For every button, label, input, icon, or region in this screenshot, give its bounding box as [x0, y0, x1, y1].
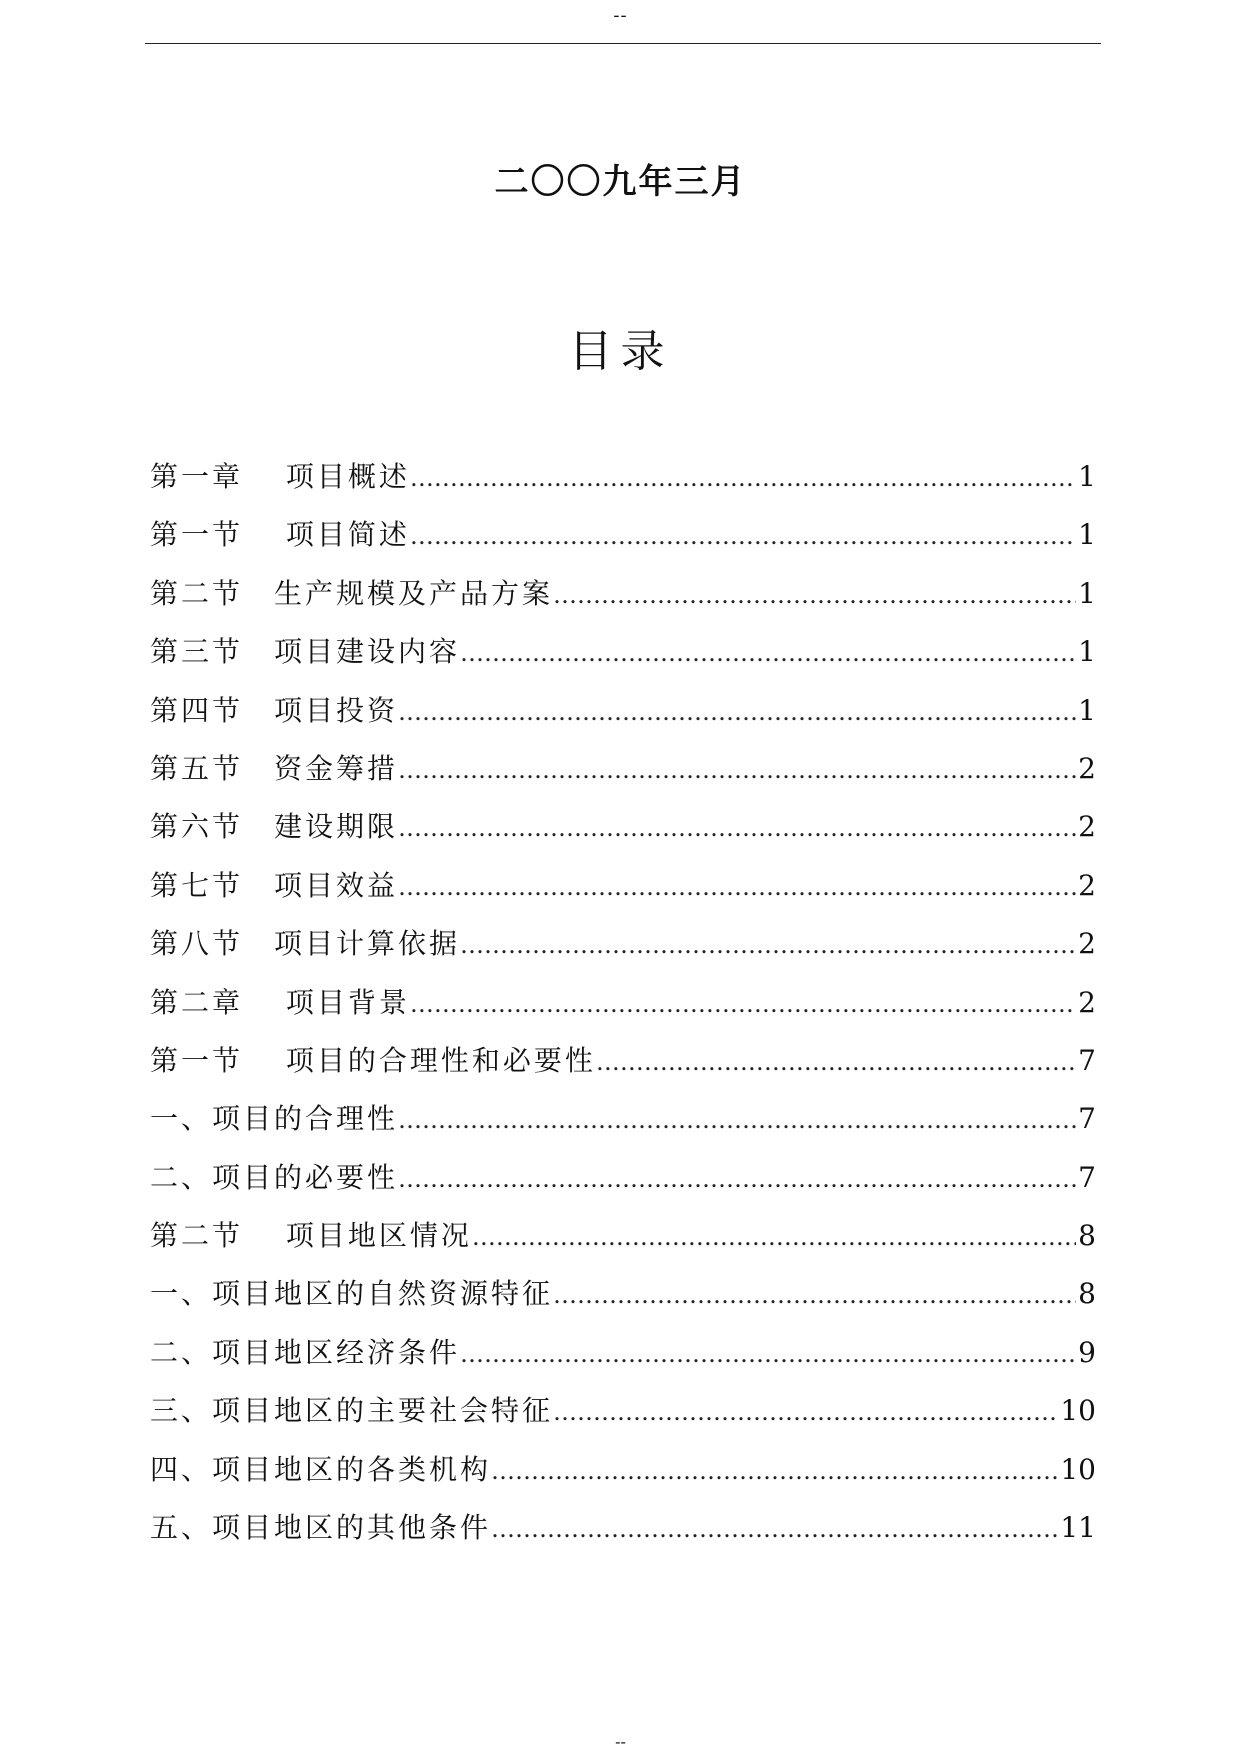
- toc-entry-label: 二、项目的必要性: [150, 1160, 399, 1194]
- toc-entry-label: 第二章 项目背景: [150, 985, 410, 1019]
- toc-leader-dots: [410, 975, 1076, 1033]
- document-date: 二〇〇九年三月: [494, 162, 747, 202]
- toc-entry-label: 四、项目地区的各类机构: [150, 1452, 492, 1486]
- toc-leader-dots: [460, 624, 1076, 682]
- toc-entry-label: 五、项目地区的其他条件: [150, 1511, 492, 1545]
- toc-entry[interactable]: [150, 565, 1096, 623]
- toc-entry-label: 第八节 项目计算依据: [150, 927, 461, 961]
- toc-entry-page: 7: [1078, 1102, 1096, 1136]
- toc-entry-label: 第二节 生产规模及产品方案: [150, 576, 554, 610]
- toc-entry-page: 1: [1078, 518, 1096, 552]
- toc-entry-label: 一、项目地区的自然资源特征: [150, 1277, 554, 1311]
- toc-entry[interactable]: [150, 857, 1096, 915]
- toc-entry-label: 第一节 项目简述: [150, 518, 410, 552]
- toc-entry[interactable]: [150, 1207, 1096, 1265]
- toc-leader-dots: [472, 1208, 1076, 1266]
- toc-entry-label: 第一章 项目概述: [150, 460, 410, 493]
- toc-leader-dots: [460, 916, 1076, 974]
- toc-entry[interactable]: [150, 974, 1096, 1032]
- toc-entry-label: 二、项目地区经济条件: [150, 1335, 461, 1369]
- toc-entry[interactable]: [150, 798, 1096, 856]
- toc-leader-dots: [398, 741, 1076, 799]
- toc-entry-page: 2: [1078, 810, 1096, 844]
- table-of-contents: [150, 448, 1096, 1557]
- toc-leader-dots: [491, 1442, 1058, 1500]
- toc-entry-label: 第五节 资金筹措: [150, 751, 399, 785]
- toc-entry[interactable]: [150, 1382, 1096, 1440]
- toc-entry-page: 8: [1078, 1219, 1096, 1253]
- toc-entry-label: 第三节 项目建设内容: [150, 635, 461, 669]
- toc-entry[interactable]: [150, 1324, 1096, 1382]
- toc-entry-page: 10: [1060, 1452, 1096, 1486]
- toc-entry[interactable]: [150, 1090, 1096, 1148]
- toc-entry-label: 第一节 项目的合理性和必要性: [150, 1043, 596, 1077]
- toc-entry-label: 一、项目的合理性: [150, 1102, 399, 1136]
- toc-entry[interactable]: [150, 682, 1096, 740]
- toc-entry-page: 1: [1078, 635, 1096, 669]
- toc-entry-page: 9: [1078, 1335, 1096, 1369]
- toc-leader-dots: [410, 507, 1076, 565]
- toc-entry[interactable]: [150, 1499, 1096, 1557]
- toc-leader-dots: [398, 683, 1076, 741]
- toc-title: 目录: [568, 326, 673, 377]
- toc-entry[interactable]: [150, 448, 1096, 506]
- toc-entry[interactable]: [150, 506, 1096, 564]
- toc-leader-dots: [398, 858, 1076, 916]
- toc-leader-dots: [553, 1266, 1076, 1324]
- toc-entry-page: 8: [1078, 1277, 1096, 1311]
- toc-entry[interactable]: [150, 623, 1096, 681]
- toc-entry[interactable]: [150, 1032, 1096, 1090]
- toc-entry[interactable]: [150, 740, 1096, 798]
- toc-entry-page: 10: [1060, 1394, 1096, 1428]
- toc-entry[interactable]: [150, 1149, 1096, 1207]
- toc-entry-page: 2: [1078, 868, 1096, 902]
- toc-entry-page: 2: [1078, 751, 1096, 785]
- toc-entry-page: 11: [1060, 1511, 1096, 1545]
- toc-entry-page: 1: [1078, 693, 1096, 727]
- toc-entry-page: 1: [1078, 460, 1096, 493]
- toc-entry[interactable]: [150, 915, 1096, 973]
- toc-leader-dots: [596, 1033, 1076, 1091]
- header-rule: [145, 43, 1101, 44]
- toc-entry-label: 三、项目地区的主要社会特征: [150, 1394, 554, 1428]
- page-footer-mark: --: [615, 1732, 626, 1751]
- toc-entry[interactable]: [150, 1441, 1096, 1499]
- toc-leader-dots: [398, 799, 1076, 857]
- toc-entry-label: 第四节 项目投资: [150, 693, 399, 727]
- toc-entry-label: 第二节 项目地区情况: [150, 1219, 472, 1253]
- toc-leader-dots: [553, 1383, 1058, 1441]
- toc-leader-dots: [460, 1325, 1076, 1383]
- toc-entry-page: 1: [1078, 576, 1096, 610]
- page-header-mark: --: [613, 5, 628, 26]
- toc-leader-dots: [398, 1150, 1076, 1208]
- toc-leader-dots: [410, 449, 1076, 507]
- toc-entry-page: 7: [1078, 1160, 1096, 1194]
- toc-leader-dots: [553, 566, 1076, 624]
- toc-entry-label: 第六节 建设期限: [150, 810, 399, 844]
- toc-entry-page: 2: [1078, 985, 1096, 1019]
- toc-leader-dots: [398, 1091, 1076, 1149]
- toc-entry-page: 7: [1078, 1043, 1096, 1077]
- toc-entry-page: 2: [1078, 927, 1096, 961]
- toc-entry[interactable]: [150, 1265, 1096, 1323]
- toc-leader-dots: [491, 1500, 1058, 1558]
- toc-entry-label: 第七节 项目效益: [150, 868, 399, 902]
